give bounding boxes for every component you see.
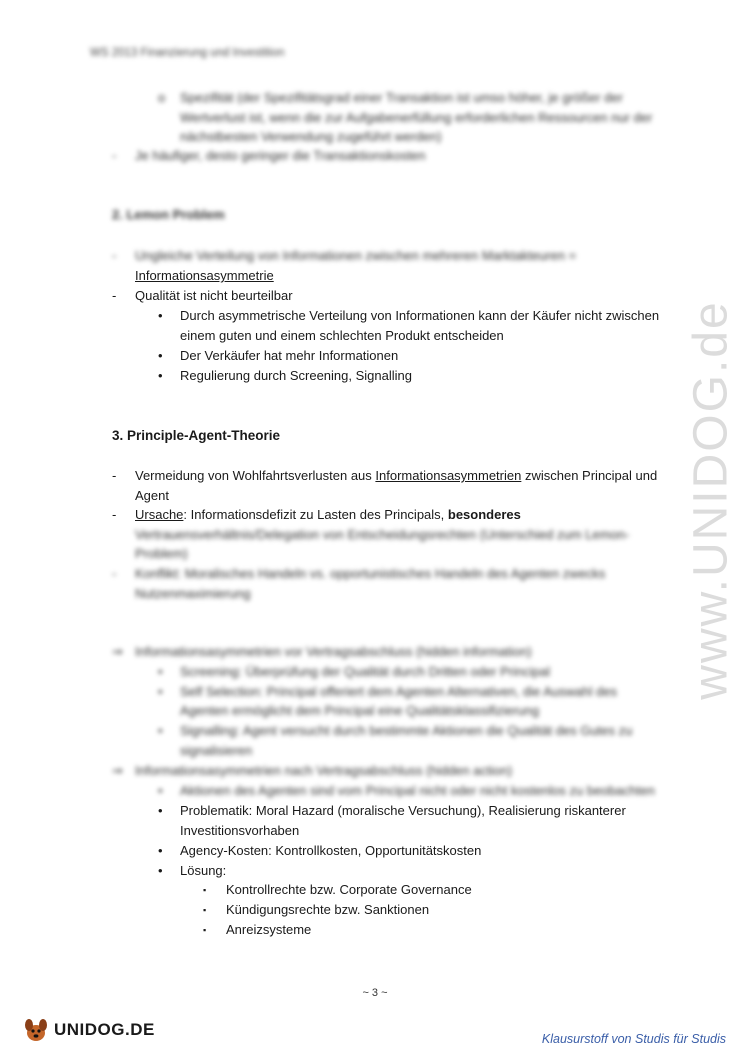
dash-bullet: - — [112, 248, 117, 263]
text-line: Nutzenmaximierung — [135, 586, 251, 601]
square-bullet: ▪ — [203, 885, 207, 895]
text-line: Qualität ist nicht beurteilbar — [135, 288, 293, 303]
text-line: Lösung: — [180, 863, 227, 878]
bullet: • — [158, 783, 163, 798]
text-line: einem guten und einem schlechten Produkt entscheiden — [180, 328, 504, 343]
text-line: Signalling: Agent versucht durch bestimmte Aktionen die Qualität des Gutes zu — [180, 723, 633, 738]
text-line: Aktionen des Agenten sind vom Principal nicht oder nicht kostenlos zu beobachten — [180, 783, 655, 798]
text-line: Vermeidung von Wohlfahrtsverlusten aus Informationsasymmetrien zwischen Principal und — [135, 468, 658, 483]
dash-bullet: - — [112, 288, 117, 303]
dash-bullet: - — [112, 566, 117, 581]
section-heading: 2. Lemon Problem — [112, 207, 225, 222]
text-line: Spezifität (der Spezifitätsgrad einer Transaktion ist umso höher, je größer der — [180, 90, 623, 105]
text-line: Vertrauensverhältnis/Delegation von Entscheidungsrechten (Unterschied zum Lemon- — [135, 527, 630, 542]
text-line: signalisieren — [180, 743, 253, 758]
dash-bullet: - — [112, 507, 117, 522]
circle-bullet: o — [158, 90, 166, 105]
logo-text: UNIDOG.DE — [54, 1020, 155, 1039]
page-header: WS 2013 Finanzierung und Investition — [90, 47, 285, 59]
arrow-bullet: ⇒ — [112, 644, 123, 659]
bullet: • — [158, 308, 163, 323]
text-line: Problem) — [135, 546, 188, 561]
text-line: Agenten ermöglicht dem Principal eine Qualitätsklassifizierung — [180, 703, 540, 718]
bullet: • — [158, 723, 163, 738]
dash-bullet: - — [112, 468, 117, 483]
text-line: Wertverlust ist, wenn die zur Aufgabenerfüllung erforderlichen Ressourcen nur der — [180, 110, 653, 125]
bullet: • — [158, 684, 163, 699]
text-line: Ursache: Informationsdefizit zu Lasten des Principals, besonderes — [135, 507, 521, 522]
square-bullet: ▪ — [203, 925, 207, 935]
text-line: Informationsasymmetrien nach Vertragsabschluss (hidden action) — [135, 763, 513, 778]
text-line: Anreizsysteme — [226, 922, 312, 937]
text-line: Informationsasymmetrien vor Vertragsabschluss (hidden information) — [135, 644, 532, 659]
section-heading: 3. Principle-Agent-Theorie — [112, 428, 281, 443]
text-line: Konflikt: Moralisches Handeln vs. opportunistisches Handeln des Agenten zwecks — [135, 566, 606, 581]
text-line: Kündigungsrechte bzw. Sanktionen — [226, 902, 430, 917]
text-line: Agent — [135, 488, 169, 503]
text-line: Kontrollrechte bzw. Corporate Governance — [226, 882, 472, 897]
text-line: Je häufiger, desto geringer die Transaktionskosten — [135, 148, 426, 163]
bullet: • — [158, 843, 163, 858]
dash-bullet: - — [112, 148, 117, 163]
text-line: Investitionsvorhaben — [180, 823, 300, 838]
text-line: Regulierung durch Screening, Signalling — [180, 368, 412, 383]
dog-icon — [22, 1016, 50, 1044]
bullet: • — [158, 803, 163, 818]
text-line: Informationsasymmetrie — [135, 268, 274, 283]
bullet: • — [158, 863, 163, 878]
text-line: Screening: Überprüfung der Qualität durch Dritten oder Principal — [180, 664, 550, 679]
bullet: • — [158, 664, 163, 679]
text-line: nächstbesten Verwendung zugeführt werden) — [180, 129, 442, 144]
page-number: ~ 3 ~ — [362, 987, 388, 999]
text-line: Der Verkäufer hat mehr Informationen — [180, 348, 399, 363]
bullet: • — [158, 348, 163, 363]
arrow-bullet: ⇒ — [112, 763, 123, 778]
text-line: Problematik: Moral Hazard (moralische Versuchung), Realisierung riskanterer — [180, 803, 626, 818]
text-line: Durch asymmetrische Verteilung von Informationen kann der Käufer nicht zwischen — [180, 308, 660, 323]
footer-tagline: Klausurstoff von Studis für Studis — [541, 1032, 726, 1046]
text-line: Agency-Kosten: Kontrollkosten, Opportunitätskosten — [180, 843, 482, 858]
watermark: www.UNIDOG.de — [684, 300, 738, 700]
text-line: Ungleiche Verteilung von Informationen zwischen mehreren Marktakteuren = — [135, 248, 577, 263]
unidog-logo[interactable] — [22, 1016, 155, 1044]
text-line: Self Selection: Principal offeriert dem Agenten Alternativen, die Auswahl des — [180, 684, 617, 699]
bullet: • — [158, 368, 163, 383]
square-bullet: ▪ — [203, 905, 207, 915]
